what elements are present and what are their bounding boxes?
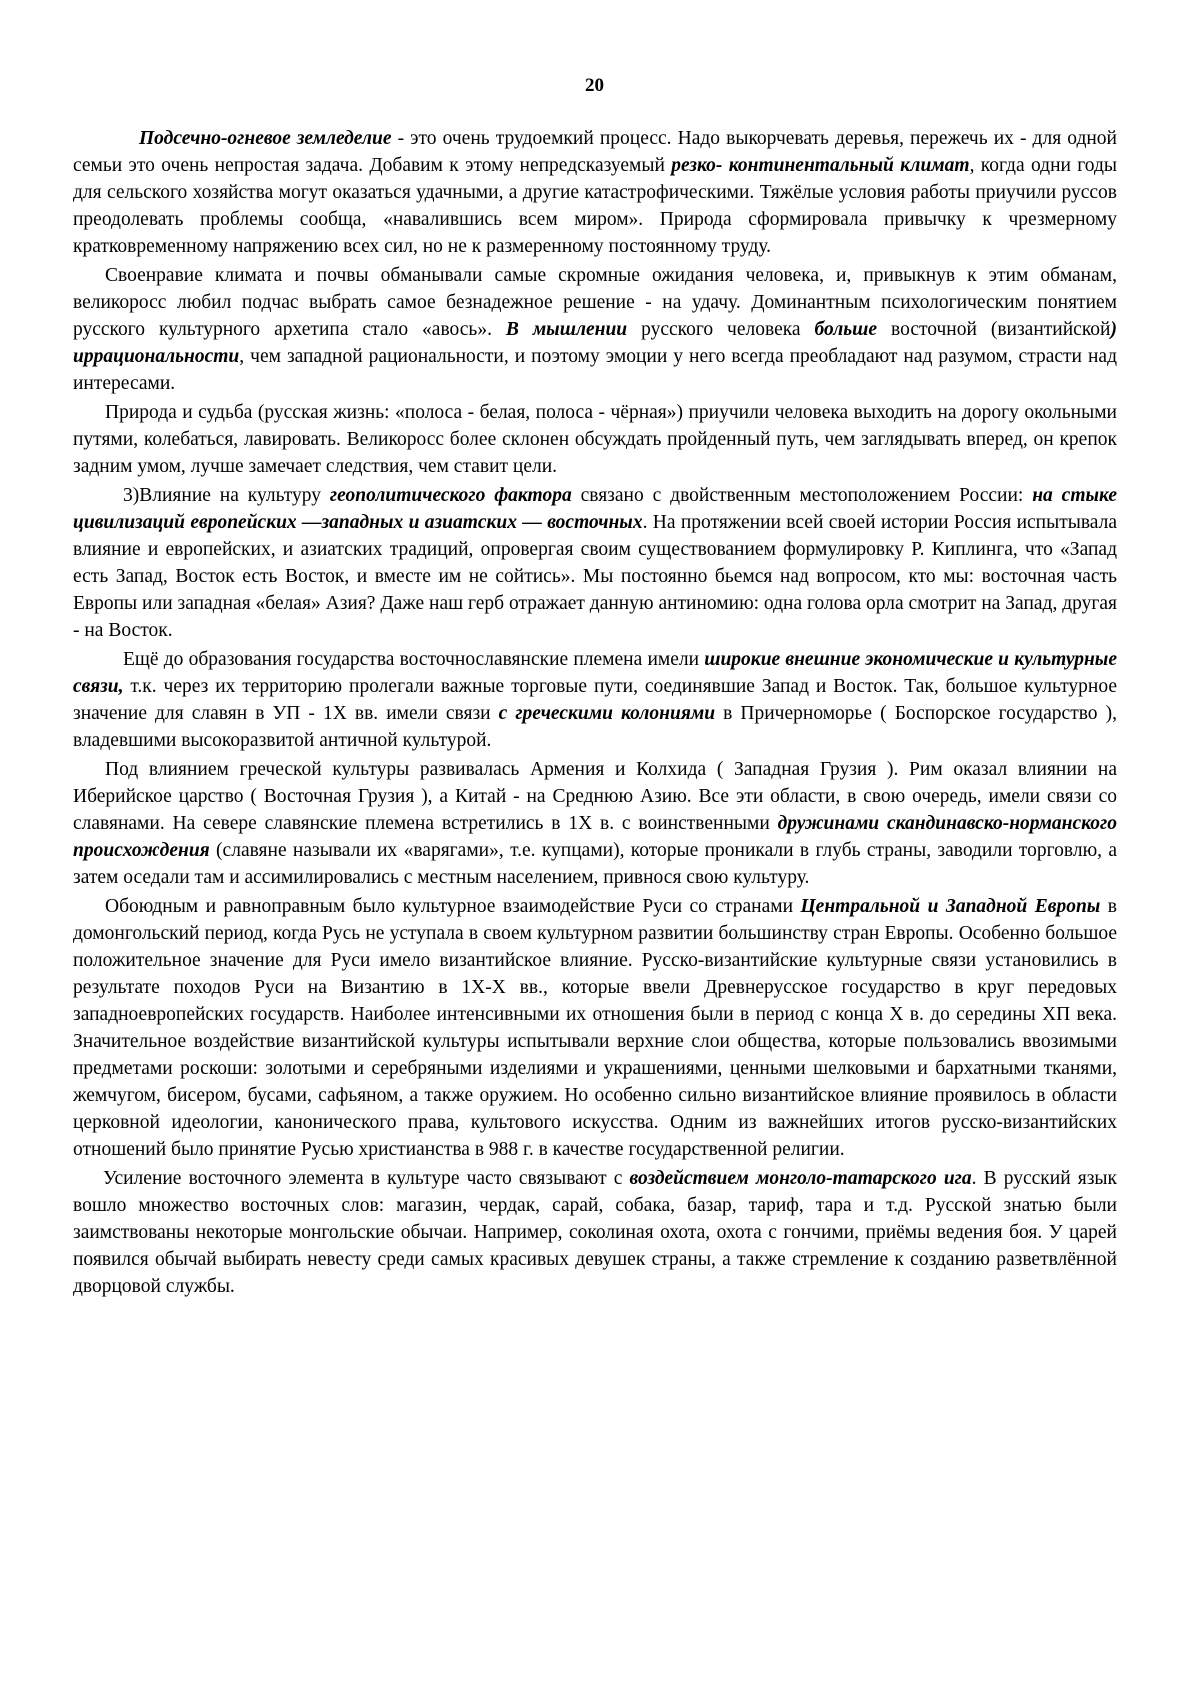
text-run: Обоюдным и равноправным было культурное взаимодействие Руси со странами [105, 896, 801, 917]
paragraph [73, 1165, 1117, 1300]
text-run: т.к. через их территорию пролегали важные торговые пути, соединявшие Запад и Восток. Так, большое культурное значение для славян в УП - 1Х вв. имели связи [73, 676, 1117, 724]
paragraph [73, 125, 1117, 260]
paragraph [73, 893, 1117, 1163]
text-run: (славяне называли их «варягами», т.е. купцами), которые проникали в глубь страны, заводили торговлю, а затем оседали там и ассимилировались с местным населением, привнося свою культуру. [73, 840, 1117, 888]
emphasized-term: ) иррациональности [73, 319, 1117, 367]
text-run: Ещё до образования государства восточнославянские племена имели [123, 649, 705, 670]
emphasized-term: воздействием монголо-татарского ига [629, 1168, 972, 1189]
text-run: русского человека [627, 319, 815, 340]
text-run: Природа и судьба (русская жизнь: «полоса - белая, полоса - чёрная») приучили человека выходить на дорогу окольными путями, колебаться, лавировать. Великоросс более склонен обсуждать пройденный путь, чем заглядывать вперед, он крепок задним умом, лучше замечает следствия, чем ставит цели. [73, 402, 1117, 477]
paragraph [73, 646, 1117, 754]
emphasized-term: больше [814, 319, 878, 340]
text-run: связано с двойственным местоположением России: [571, 485, 1033, 506]
emphasized-term: на стыке цивилизаций европейских —западных и азиатских — восточных [73, 485, 1117, 533]
emphasized-term: В мышлении [505, 319, 628, 340]
text-run: 3)Влияние на культуру [123, 485, 330, 506]
paragraph [73, 482, 1117, 644]
emphasized-term: дружинами скандинавско-норманского происхождения [73, 813, 1117, 861]
emphasized-term: геополитического фактора [329, 485, 572, 506]
text-run: восточной (византийской [877, 319, 1111, 340]
paragraph [73, 756, 1117, 891]
text-run: , чем западной рациональности, и поэтому эмоции у него всегда преобладают над разумом, страсти над интересами. [73, 346, 1117, 394]
paragraph [73, 262, 1117, 397]
emphasized-term: резко- континентальный климат [671, 155, 970, 176]
text-run: Усиление восточного элемента в культуре часто связывают с [103, 1168, 630, 1189]
body-text [73, 125, 1117, 1300]
emphasized-term: широкие внешние экономические и культурные связи, [73, 649, 1117, 697]
text-run: . В русский язык вошло множество восточных слов: магазин, чердак, сарай, собака, базар, тариф, тара и т.д. Русской знатью были заимствованы некоторые монгольские обычаи. Например, соколиная охота, охота с гончими, приёмы ведения боя. У царей появился обычай выбирать невесту среди самых красивых девушек страны, а также стремление к созданию разветвлённой дворцовой службы. [73, 1168, 1117, 1297]
text-run: - это очень трудоемкий процесс. Надо выкорчевать деревья, пережечь их - для одной семьи это очень непростая задача. Добавим к этому непредсказуемый [73, 128, 1117, 176]
text-run: Под влиянием греческой культуры развивалась Армения и Колхида ( Западная Грузия ). Рим оказал влиянии на Иберийское царство ( Восточная Грузия ), а Китай - на Среднюю Азию. Все эти области, в свою очередь, имели связи со славянами. На севере славянские племена встретились в 1Х в. с воинственными [73, 759, 1117, 834]
text-run: в домонгольский период, когда Русь не уступала в своем культурном развитии большинству стран Европы. Особенно большое положительное значение для Руси имело византийское влияние. Русско-византийские культурные связи установились в результате походов Руси на Византию в 1Х-Х вв., которые ввели Древнерусское государство в круг передовых западноевропейских государств. Наиболее интенсивными их отношения были в период с конца Х в. до середины ХП века. Значительное воздействие византийской культуры испытывали верхние слои общества, которые пользовались ввозимыми предметами роскоши: золотыми и серебряными изделиями и украшениями, ценными шелковыми и бархатными тканями, жемчугом, бисером, бусами, сафьяном, а также оружием. Но особенно сильно византийское влияние проявилось в области церковной идеологии, канонического права, культового искусства. Одним из важнейших итогов русско-византийских отношений было принятие Русью христианства в 988 г. в качестве государственной религии. [73, 896, 1117, 1160]
text-run: в Причерноморье ( Боспорское государство ), владевшими высокоразвитой античной культурой. [73, 703, 1117, 751]
emphasized-term: с греческими колониями [498, 703, 716, 724]
text-run: Своенравие климата и почвы обманывали самые скромные ожидания человека, и, привыкнув к этим обманам, великоросс любил подчас выбрать самое безнадежное решение - на удачу. Доминантным психологическим понятием русского культурного архетипа стало «авось». [73, 265, 1117, 340]
text-run: . На протяжении всей своей истории Россия испытывала влияние и европейских, и азиатских традиций, опровергая своим существованием формулировку Р. Киплинга, что «Запад есть Запад, Восток есть Восток, и вместе им не сойтись». Мы постоянно бьемся над вопросом, кто мы: восточная часть Европы или западная «белая» Азия? Даже наш герб отражает данную антиномию: одна голова орла смотрит на Запад, другая - на Восток. [73, 512, 1117, 641]
emphasized-term: Подсечно-огневое земледелие [139, 128, 392, 149]
page-number: 20 [585, 75, 604, 96]
text-run: , когда одни годы для сельского хозяйства могут оказаться удачными, а другие катастрофическими. Тяжёлые условия работы приучили руссов преодолевать проблемы сообща, «навалившись всем миром». Природа сформировала привычку к чрезмерному кратковременному напряжению всех сил, но не к размеренному постоянному труду. [73, 155, 1117, 257]
emphasized-term: Центральной и Западной Европы [800, 896, 1101, 917]
paragraph [73, 399, 1117, 480]
